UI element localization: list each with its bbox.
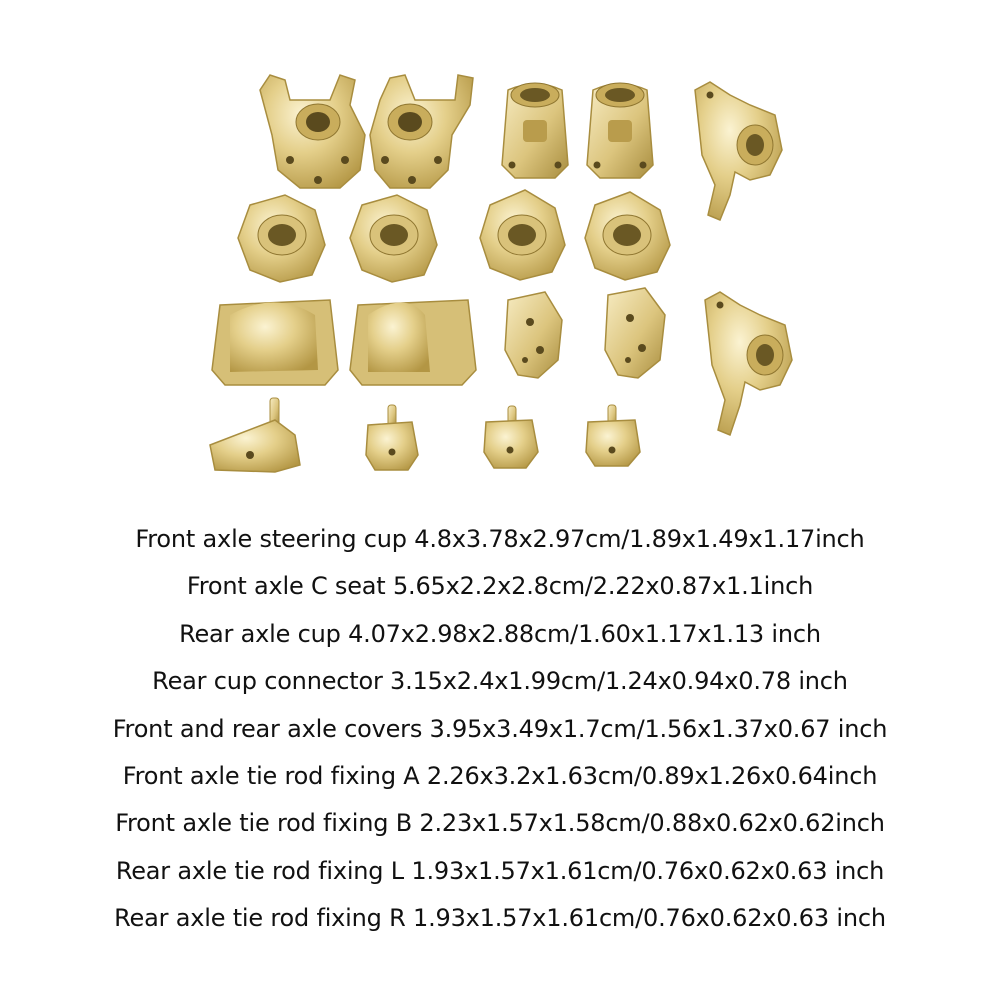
- rear-cup-connector-1: [238, 195, 325, 282]
- tie-rod-fixing-b: [210, 398, 300, 472]
- front-steering-cup-left: [260, 75, 365, 188]
- spec-rear-tie-rod-fixing-r: Rear axle tie rod fixing R 1.93x1.57x1.61cm/0.76x0.62x0.63 inch: [114, 904, 886, 933]
- spec-tie-rod-fixing-b: Front axle tie rod fixing B 2.23x1.57x1.58cm/0.88x0.62x0.62inch: [115, 809, 885, 838]
- rear-tie-rod-fixing-r-2: [586, 405, 640, 466]
- spec-rear-axle-cup: Rear axle cup 4.07x2.98x2.88cm/1.60x1.17x1.13 inch: [179, 619, 821, 648]
- rear-cup-connector-3: [480, 190, 565, 280]
- spec-rear-cup-connector: Rear cup connector 3.15x2.4x1.99cm/1.24x0.94x0.78 inch: [152, 667, 848, 696]
- rear-axle-cup-1: [502, 83, 568, 178]
- tie-rod-fixing-a-1: [505, 292, 562, 378]
- spec-front-axle-steering-cup: Front axle steering cup 4.8x3.78x2.97cm/1.89x1.49x1.17inch: [135, 525, 865, 553]
- spec-axle-covers: Front and rear axle covers 3.95x3.49x1.7cm/1.56x1.37x0.67 inch: [112, 714, 888, 743]
- spec-front-axle-c-seat: Front axle C seat 5.65x2.2x2.8cm/2.22x0.87x1.1inch: [186, 572, 814, 601]
- spec-tie-rod-fixing-a: Front axle tie rod fixing A 2.26x3.2x1.63cm/0.89x1.26x0.64inch: [122, 761, 878, 790]
- spec-list: [0, 516, 1000, 943]
- brass-parts-photo: [190, 60, 830, 490]
- tie-rod-fixing-a-2: [605, 288, 665, 378]
- rear-axle-cup-2: [587, 83, 653, 178]
- rear-cup-connector-4: [585, 192, 670, 280]
- front-c-seat-top: [695, 82, 782, 220]
- front-steering-cup-right: [370, 75, 473, 188]
- spec-rear-tie-rod-fixing-l: Rear axle tie rod fixing L 1.93x1.57x1.61cm/0.76x0.62x0.63 inch: [115, 856, 885, 885]
- rear-tie-rod-fixing-r-1: [484, 406, 538, 468]
- axle-cover-1: [212, 300, 338, 385]
- rear-tie-rod-fixing-l: [366, 405, 418, 470]
- axle-cover-2: [350, 300, 476, 385]
- rear-cup-connector-2: [350, 195, 437, 282]
- front-c-seat-bottom: [705, 292, 792, 435]
